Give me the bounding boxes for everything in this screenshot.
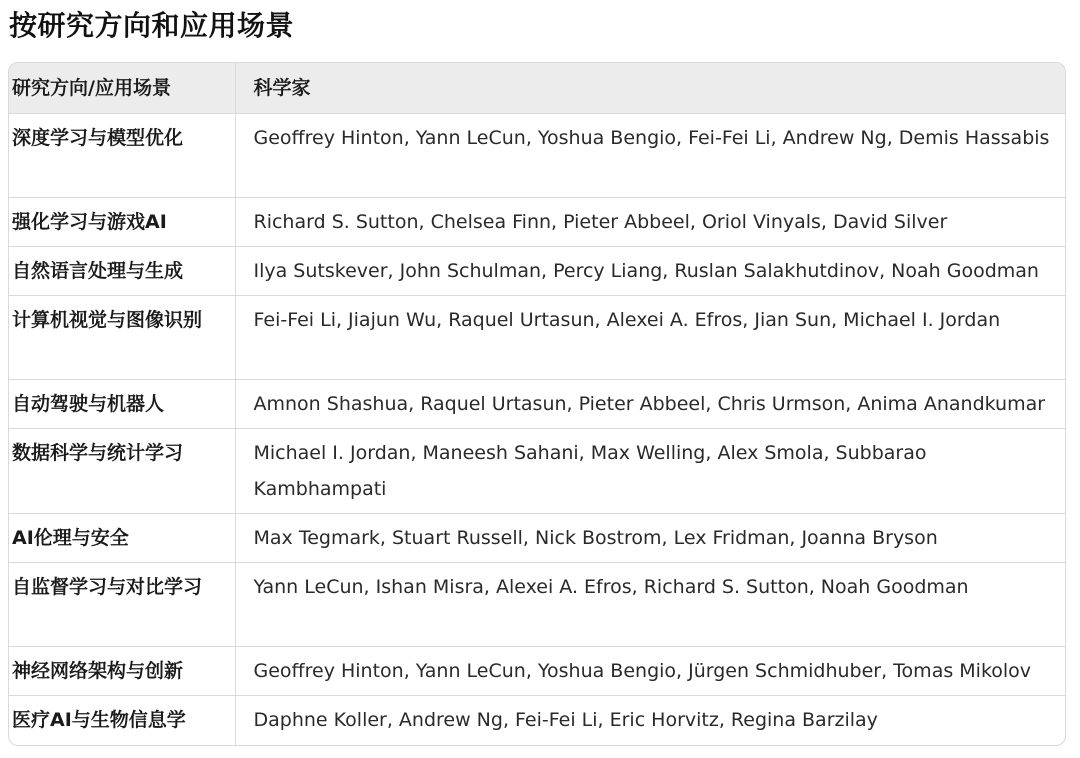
scientists-cell: Yann LeCun, Ishan Misra, Alexei A. Efros, Richard S. Sutton, Noah Goodman — [235, 563, 1065, 647]
research-area-cell: 自然语言处理与生成 — [12, 260, 184, 282]
scientists-cell: Ilya Sutskever, John Schulman, Percy Liang, Ruslan Salakhutdinov, Noah Goodman — [235, 247, 1065, 296]
research-area-cell: 医疗AI与生物信息学 — [12, 709, 186, 731]
research-area-cell: 计算机视觉与图像识别 — [12, 309, 203, 331]
table-header-row — [9, 63, 1065, 114]
research-area-cell: 自动驾驶与机器人 — [12, 393, 165, 415]
scientists-cell: Michael I. Jordan, Maneesh Sahani, Max Welling, Alex Smola, Subbarao Kambhampati — [235, 429, 1065, 514]
page-title: 按研究方向和应用场景 — [9, 9, 295, 42]
scientists-table — [8, 62, 1066, 746]
scientists-cell: Geoffrey Hinton, Yann LeCun, Yoshua Bengio, Jürgen Schmidhuber, Tomas Mikolov — [235, 647, 1065, 696]
table-row — [9, 514, 1065, 563]
scientists-cell: Daphne Koller, Andrew Ng, Fei-Fei Li, Eric Horvitz, Regina Barzilay — [235, 696, 1065, 745]
scientists-cell: Amnon Shashua, Raquel Urtasun, Pieter Abbeel, Chris Urmson, Anima Anandkumar — [235, 380, 1065, 429]
scientists-cell: Geoffrey Hinton, Yann LeCun, Yoshua Bengio, Fei-Fei Li, Andrew Ng, Demis Hassabis — [235, 114, 1065, 198]
table-row — [9, 696, 1065, 745]
research-area-cell: 强化学习与游戏AI — [12, 211, 167, 233]
table-row — [9, 563, 1065, 647]
header-scientists: 科学家 — [235, 63, 1065, 114]
table-row — [9, 380, 1065, 429]
table-row — [9, 114, 1065, 198]
research-area-cell: 深度学习与模型优化 — [12, 127, 184, 149]
research-area-cell: 自监督学习与对比学习 — [12, 576, 203, 598]
table-row — [9, 429, 1065, 514]
table — [9, 63, 1065, 745]
scientists-cell: Richard S. Sutton, Chelsea Finn, Pieter Abbeel, Oriol Vinyals, David Silver — [235, 198, 1065, 247]
research-area-cell: 数据科学与统计学习 — [12, 442, 184, 464]
scientists-cell: Fei-Fei Li, Jiajun Wu, Raquel Urtasun, Alexei A. Efros, Jian Sun, Michael I. Jordan — [235, 296, 1065, 380]
scientists-cell: Max Tegmark, Stuart Russell, Nick Bostrom, Lex Fridman, Joanna Bryson — [235, 514, 1065, 563]
table-row — [9, 647, 1065, 696]
research-area-cell: 神经网络架构与创新 — [12, 660, 184, 682]
research-area-cell: AI伦理与安全 — [12, 527, 129, 549]
table-row — [9, 296, 1065, 380]
table-row — [9, 198, 1065, 247]
header-research-area: 研究方向/应用场景 — [9, 63, 235, 114]
table-row — [9, 247, 1065, 296]
